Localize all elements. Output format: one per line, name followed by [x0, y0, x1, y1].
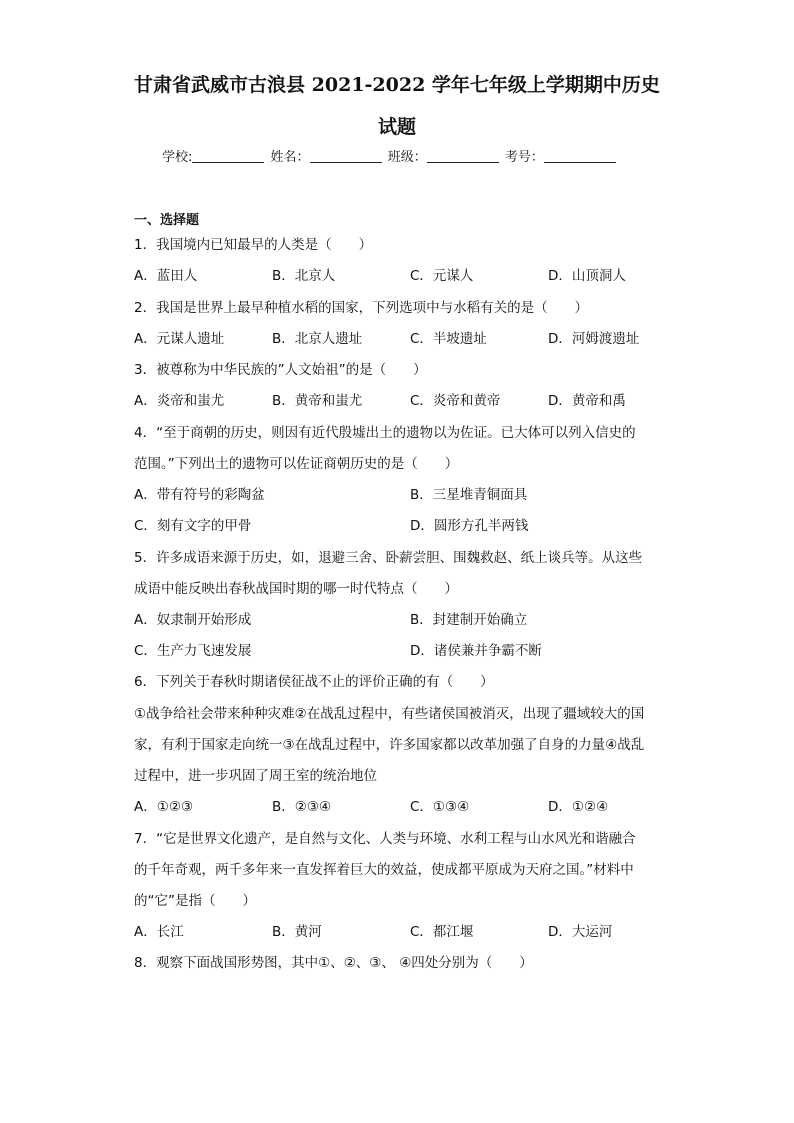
option-a[interactable]: A．蓝田人: [134, 268, 198, 284]
question-stem: 4．“至于商朝的历史，则因有近代殷墟出土的遗物以为佐证。已大体可以列入信史的: [134, 425, 636, 441]
option-b[interactable]: B．北京人: [272, 268, 336, 284]
option-c[interactable]: C．元谋人: [410, 268, 474, 284]
school-label: 学校:: [162, 150, 193, 165]
option-a[interactable]: A．长江: [134, 924, 184, 940]
question-stem: 5．许多成语来源于历史，如，退避三舍、卧薪尝胆、围魏救赵、纸上谈兵等。从这些: [134, 550, 643, 566]
option-a[interactable]: A．炎帝和蚩尤: [134, 393, 225, 409]
option-b[interactable]: B．黄河: [272, 924, 322, 940]
option-b[interactable]: B．封建制开始确立: [410, 612, 528, 628]
question-stem: 的千年奇观，两千多年来一直发挥着巨大的效益，使成都平原成为天府之国。”材料中: [134, 862, 634, 878]
option-d[interactable]: D．诸侯兼并争霸不断: [410, 643, 542, 659]
option-c[interactable]: C．生产力飞速发展: [134, 643, 252, 659]
option-b[interactable]: B．北京人遗址: [272, 331, 363, 347]
option-b[interactable]: B．三星堆青铜面具: [410, 487, 528, 503]
option-c[interactable]: C．都江堰: [410, 924, 474, 940]
name-label: 姓名：: [270, 150, 310, 165]
title-line-1: 甘肃省武威市古浪县 2021-2022 学年七年级上学期期中历史: [134, 74, 660, 96]
school-blank[interactable]: [192, 148, 264, 163]
class-blank[interactable]: [427, 148, 499, 163]
option-c[interactable]: C．半坡遗址: [410, 331, 487, 347]
student-info-row: [162, 146, 618, 165]
title-line-2: 试题: [377, 116, 416, 138]
exam-number-label: 考号：: [504, 150, 544, 165]
question-stem: 6．下列关于春秋时期诸侯征战不止的评价正确的有（ ）: [134, 674, 494, 690]
section-title: 一、选择题: [134, 213, 200, 228]
option-d[interactable]: D．黄帝和禹: [548, 393, 626, 409]
question-stem: 3．被尊称为中华民族的”人文始祖”的是（ ）: [134, 362, 427, 378]
question-stem: ①战争给社会带来种种灾难②在战乱过程中，有些诸侯国被消灭，出现了疆域较大的国: [134, 706, 645, 722]
question-stem: 成语中能反映出春秋战国时期的哪一时代特点（ ）: [134, 581, 458, 597]
option-b[interactable]: B．黄帝和蚩尤: [272, 393, 363, 409]
option-a[interactable]: A．元谋人遗址: [134, 331, 225, 347]
class-label: 班级：: [387, 150, 427, 165]
question-stem: 家，有利于国家走向统一③在战乱过程中，许多国家都以改革加强了自身的力量④战乱: [134, 737, 645, 753]
option-a[interactable]: A．奴隶制开始形成: [134, 612, 252, 628]
exam-number-blank[interactable]: [544, 148, 616, 163]
option-c[interactable]: C．刻有文字的甲骨: [134, 518, 252, 534]
question-stem: 范围。”下列出土的遗物可以佐证商朝历史的是（ ）: [134, 456, 459, 472]
name-blank[interactable]: [310, 148, 382, 163]
option-d[interactable]: D．大运河: [548, 924, 613, 940]
option-c[interactable]: C．①③④: [410, 799, 470, 815]
question-stem: 1．我国境内已知最早的人类是（ ）: [134, 237, 373, 253]
option-d[interactable]: D．河姆渡遗址: [548, 331, 640, 347]
option-a[interactable]: A．带有符号的彩陶盆: [134, 487, 265, 503]
question-stem: 8．观察下面战国形势图，其中①、②、③、 ④四处分别为（ ）: [134, 955, 533, 971]
option-d[interactable]: D．①②④: [548, 799, 609, 815]
option-a[interactable]: A．①②③: [134, 799, 194, 815]
question-stem: 7．“它是世界文化遗产，是自然与文化、人类与环境、水利工程与山水风光和谐融合: [134, 831, 636, 847]
question-stem: 2．我国是世界上最早种植水稻的国家，下列选项中与水稻有关的是（ ）: [134, 300, 589, 316]
question-stem: 过程中，进一步巩固了周王室的统治地位: [134, 768, 377, 784]
option-b[interactable]: B．②③④: [272, 799, 332, 815]
option-d[interactable]: D．圆形方孔半两钱: [410, 518, 529, 534]
option-c[interactable]: C．炎帝和黄帝: [410, 393, 501, 409]
option-d[interactable]: D．山顶洞人: [548, 268, 626, 284]
question-stem: 的“它”是指（ ）: [134, 893, 256, 909]
